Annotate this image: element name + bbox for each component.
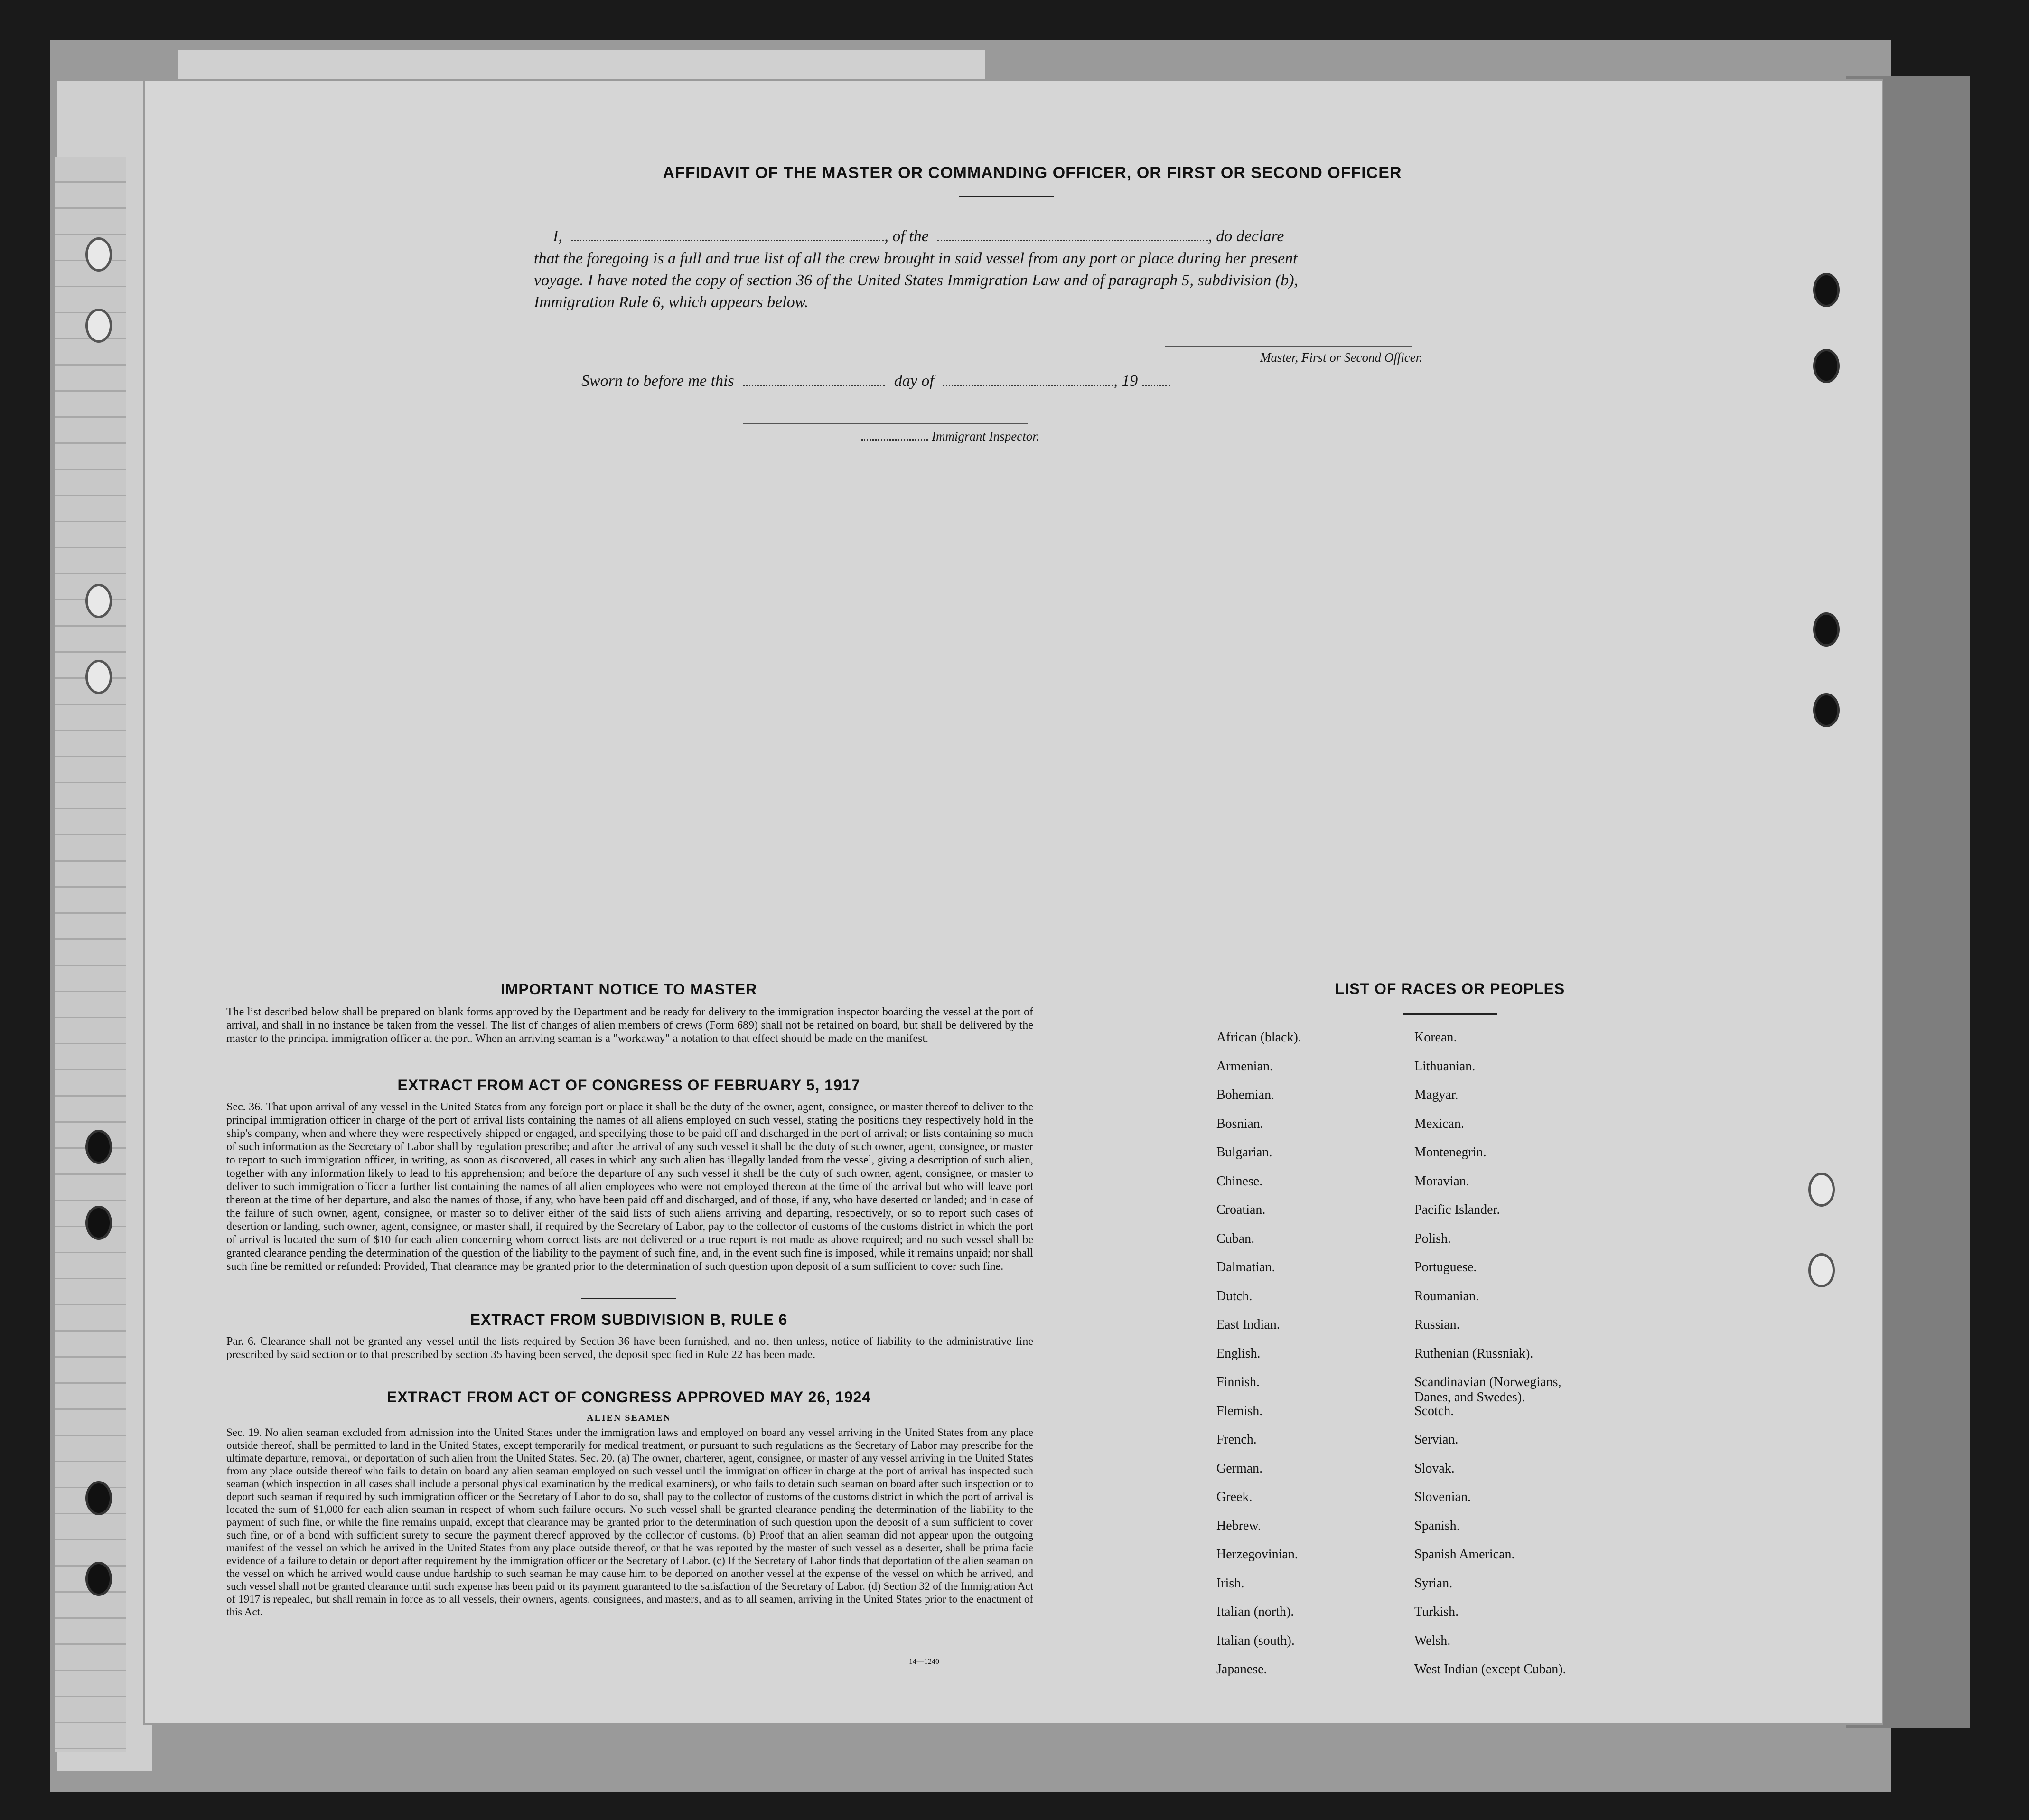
- race-item: Servian.: [1414, 1432, 1459, 1447]
- race-item: East Indian.: [1216, 1317, 1280, 1332]
- race-item: Cuban.: [1216, 1231, 1255, 1246]
- race-item: African (black).: [1216, 1030, 1301, 1045]
- master-label: Master, First or Second Officer.: [1260, 350, 1422, 365]
- race-item: Herzegovinian.: [1216, 1547, 1298, 1562]
- races-rule: [1403, 1013, 1497, 1015]
- extract-1924-title: EXTRACT FROM ACT OF CONGRESS APPROVED MAY 26, 1924: [386, 1388, 871, 1406]
- race-item: Portuguese.: [1414, 1260, 1477, 1275]
- text-of-the: , of the: [884, 227, 929, 245]
- race-item: Dalmatian.: [1216, 1260, 1275, 1275]
- text-day-of: day of: [894, 372, 934, 390]
- form-number: 14—1240: [909, 1658, 939, 1666]
- race-item: Dutch.: [1216, 1288, 1253, 1304]
- race-item: Russian.: [1414, 1317, 1460, 1332]
- race-item: Italian (south).: [1216, 1633, 1295, 1648]
- race-item: Moravian.: [1414, 1173, 1469, 1189]
- extract-1924-text: Sec. 19. No alien seaman excluded from admission into the United States under the immigration laws and employed on board any vessel arriving in the United States from any place outside thereof, shall be permitted to land in the United States, except temporarily for medical treatment, or pursuant to such regulations as the Secretary of Labor may prescribe for the ultimate departure, removal, or deportation of such alien from the United States. Sec. 20. (a) The owner, charterer, agent, consignee, or master of any vessel arriving in the United States from any place outside thereof who fails to detain on board any alien seaman employed on such vessel until the immigration officer in charge at the port of arrival has inspected such seaman (which inspection in all cases shall include a personal physical examination by the medical examiners), or who fails to detain such seaman on board after such inspection or to deport such seaman if required by such immigration officer or the Secretary of Labor to do so, shall pay to the collector of customs of the customs district in which the port of arrival is located the sum of $1,000 for each alien seaman in respect of whom such failure occurs. No such vessel shall be granted clearance pending the determination of the liability to the payment of such fine, or while the fine remains unpaid, except that clearance may be granted prior to the determination of such question upon the deposit of a sum sufficient to cover such fine, or of a bond with sufficient surety to secure the payment thereof approved by the collector of customs. (b) Proof that an alien seaman did not appear upon the outgoing manifest of the vessel on which he arrived in the United States from any place outside thereof, or that he was reported by the master of such vessel as a deserter, shall be prima facie evidence of a failure to detain or deport after requirement by the immigration officer or the Secretary of Labor. (c) If the Secretary of Labor finds that deportation of the alien seaman on the vessel on which he arrived would cause undue hardship to such seaman he may cause him to be deported on another vessel at the expense of the vessel on which he arrived, and such vessel shall not be granted clearance until such expense has been paid or its payment guaranteed to the satisfaction of the Secretary of Labor. (d) Section 32 of the Immigration Act of 1917 is repealed, but shall remain in force as to all vessels, their owners, agents, consignees, and masters, and as to all seamen, arriving in the United States prior to the enactment of this Act.: [226, 1426, 1033, 1618]
- race-item: German.: [1216, 1461, 1263, 1476]
- binder-hole: [85, 584, 112, 618]
- race-item: Scotch.: [1414, 1403, 1454, 1418]
- race-item: West Indian (except Cuban).: [1414, 1662, 1566, 1677]
- binder-hole: [1813, 612, 1840, 647]
- month-field[interactable]: [943, 373, 1113, 386]
- affidavit-title: AFFIDAVIT OF THE MASTER OR COMMANDING OFFICER, OR FIRST OR SECOND OFFICER: [663, 164, 1402, 182]
- race-item: Spanish.: [1414, 1518, 1460, 1533]
- binder-hole: [85, 1206, 112, 1240]
- divider: [581, 1298, 676, 1299]
- title-rule: [959, 196, 1054, 197]
- binder-hole: [1813, 273, 1840, 307]
- race-item: Hebrew.: [1216, 1518, 1261, 1533]
- extract-1917-text: Sec. 36. That upon arrival of any vessel in the United States from any foreign port or place it shall be the duty of the owner, agent, consignee, or master thereof to deliver to the principal immigration officer in charge of the port of arrival lists containing the names of all aliens employed on such vessel, stating the positions they respectively hold in the ship's company, when and where they were respectively shipped or engaged, and specifying those to be paid off and discharged in the port of arrival; or lists containing so much of such information as the Secretary of Labor shall by regulation prescribe; and after the arrival of any such vessel it shall be the duty of such owner, agent, consignee, or master to report to such immigration officer, in writing, as soon as discovered, all cases in which any such alien has illegally landed from the vessel, giving a description of such alien, together with any information likely to lead to his apprehension; and before the departure of any such vessel it shall be the duty of such owner, agent, consignee, or master to deliver to such immigration officer a further list containing the names of all alien employees who were not employed thereon at the time of the arrival but who will leave port thereon at the time of her departure, and also the names of those, if any, who have been paid off and discharged, and of those, if any, who have deserted or landed; and in case of the failure of such owner, agent, consignee, or master so to deliver either of the said lists of such aliens arriving and departing, respectively, or so to report such cases of desertion or landing, such owner, agent, consignee, or master shall, if required by the Secretary of Labor, pay to the collector of customs of the customs district in which the port of arrival is located the sum of $10 for each alien concerning whom correct lists are not delivered or a true report is not made as above required; and no such vessel shall be granted clearance pending the determination of the question of the liability to the payment of such fine, and, in the event such fine is imposed, while it remains unpaid; nor shall such fine be remitted or refunded: Provided, That clearance may be granted prior to the determination of such question upon deposit of a sum sufficient to cover such fine.: [226, 1101, 1033, 1273]
- race-item: Pacific Islander.: [1414, 1202, 1500, 1217]
- inspector-label: [861, 429, 1039, 444]
- binder-hole: [1813, 349, 1840, 383]
- text-year: , 19: [1113, 372, 1138, 390]
- affidavit-page: [145, 81, 1882, 1723]
- race-item: Lithuanian.: [1414, 1059, 1476, 1074]
- race-item: Spanish American.: [1414, 1547, 1515, 1562]
- race-item: Scandinavian (Norwegians, Danes, and Swedes).: [1414, 1375, 1561, 1405]
- binder-hole: [1808, 1253, 1835, 1287]
- race-item: Syrian.: [1414, 1576, 1453, 1591]
- inspector-lead: [861, 432, 928, 441]
- race-item: English.: [1216, 1346, 1261, 1361]
- notice-title: IMPORTANT NOTICE TO MASTER: [500, 981, 757, 998]
- race-item: Montenegrin.: [1414, 1145, 1487, 1160]
- race-item: Roumanian.: [1414, 1288, 1479, 1304]
- race-item: Ruthenian (Russniak).: [1414, 1346, 1533, 1361]
- alien-seamen-label: ALIEN SEAMEN: [587, 1413, 671, 1423]
- text-sworn: Sworn to before me this: [581, 372, 734, 390]
- race-item: Mexican.: [1414, 1116, 1464, 1131]
- race-item: Italian (north).: [1216, 1604, 1294, 1619]
- day-field[interactable]: [743, 373, 885, 386]
- inspector-label-text: Immigrant Inspector.: [932, 429, 1039, 443]
- race-item: Korean.: [1414, 1030, 1457, 1045]
- notice-text: The list described below shall be prepared on blank forms approved by the Department and be ready for delivery to the immigration inspector boarding the vessel at the port of arrival, and shall in no instance be taken from the vessel. The list of changes of alien members of crews (Form 689) shall not be retained on board, but shall be delivered by the master to the principal immigration officer at the port. When an arriving seaman is a "workaway" a notation to that effect should be made on the manifest.: [226, 1006, 1033, 1045]
- text-do-declare: , do declare: [1208, 227, 1284, 245]
- race-item: Greek.: [1216, 1490, 1253, 1504]
- binder-hole: [85, 1130, 112, 1164]
- race-item: Bosnian.: [1216, 1116, 1263, 1131]
- affidavit-line1: [553, 225, 1521, 247]
- vessel-field[interactable]: [937, 228, 1208, 241]
- race-item: Bulgarian.: [1216, 1145, 1272, 1160]
- binder-hole: [85, 1481, 112, 1515]
- binder-hole: [85, 660, 112, 694]
- race-item: Croatian.: [1216, 1202, 1266, 1217]
- rule6-title: EXTRACT FROM SUBDIVISION B, RULE 6: [470, 1311, 788, 1328]
- race-item: Welsh.: [1414, 1633, 1451, 1648]
- sworn-line: [581, 370, 1388, 392]
- rule6-text: Par. 6. Clearance shall not be granted any vessel until the lists required by Section 36 have been furnished, and not then unless, notice of liability to the administrative fine prescribed by said section or to that prescribed by section 35 having been served, the deposit specified in Rule 22 has been made.: [226, 1335, 1033, 1361]
- race-item: Irish.: [1216, 1576, 1244, 1591]
- affidavit-line3: voyage. I have noted the copy of section 36 of the United States Immigration Law and of paragraph 5, subdivision (b),: [534, 272, 1299, 289]
- race-item: Finnish.: [1216, 1375, 1260, 1389]
- binder-hole: [1813, 693, 1840, 727]
- text-i: I,: [553, 227, 562, 245]
- name-field[interactable]: [571, 228, 884, 241]
- races-title: LIST OF RACES OR PEOPLES: [1335, 980, 1565, 997]
- race-item: French.: [1216, 1432, 1257, 1447]
- binder-hole: [85, 309, 112, 343]
- binder-hole: [1808, 1173, 1835, 1207]
- affidavit-line2: that the foregoing is a full and true list of all the crew brought in said vessel from any port or place during her present: [534, 250, 1298, 267]
- extract-1917-title: EXTRACT FROM ACT OF CONGRESS OF FEBRUARY 5, 1917: [397, 1077, 860, 1094]
- race-item: Magyar.: [1414, 1088, 1459, 1102]
- binder-hole: [85, 1562, 112, 1596]
- race-item: Chinese.: [1216, 1173, 1263, 1189]
- year-field[interactable]: [1142, 373, 1170, 386]
- affidavit-line4: Immigration Rule 6, which appears below.: [534, 293, 809, 311]
- master-signature-line[interactable]: [1165, 346, 1412, 347]
- race-item: Flemish.: [1216, 1403, 1263, 1418]
- race-item: Slovenian.: [1414, 1490, 1471, 1504]
- ruled-margin: [55, 157, 126, 1752]
- race-item: Turkish.: [1414, 1604, 1459, 1619]
- binder-hole: [85, 237, 112, 272]
- race-item: Japanese.: [1216, 1662, 1267, 1677]
- race-item: Slovak.: [1414, 1461, 1455, 1476]
- race-item: Polish.: [1414, 1231, 1451, 1246]
- race-item: Bohemian.: [1216, 1088, 1275, 1102]
- race-item: Armenian.: [1216, 1059, 1273, 1074]
- inspector-signature-line[interactable]: [743, 423, 1028, 424]
